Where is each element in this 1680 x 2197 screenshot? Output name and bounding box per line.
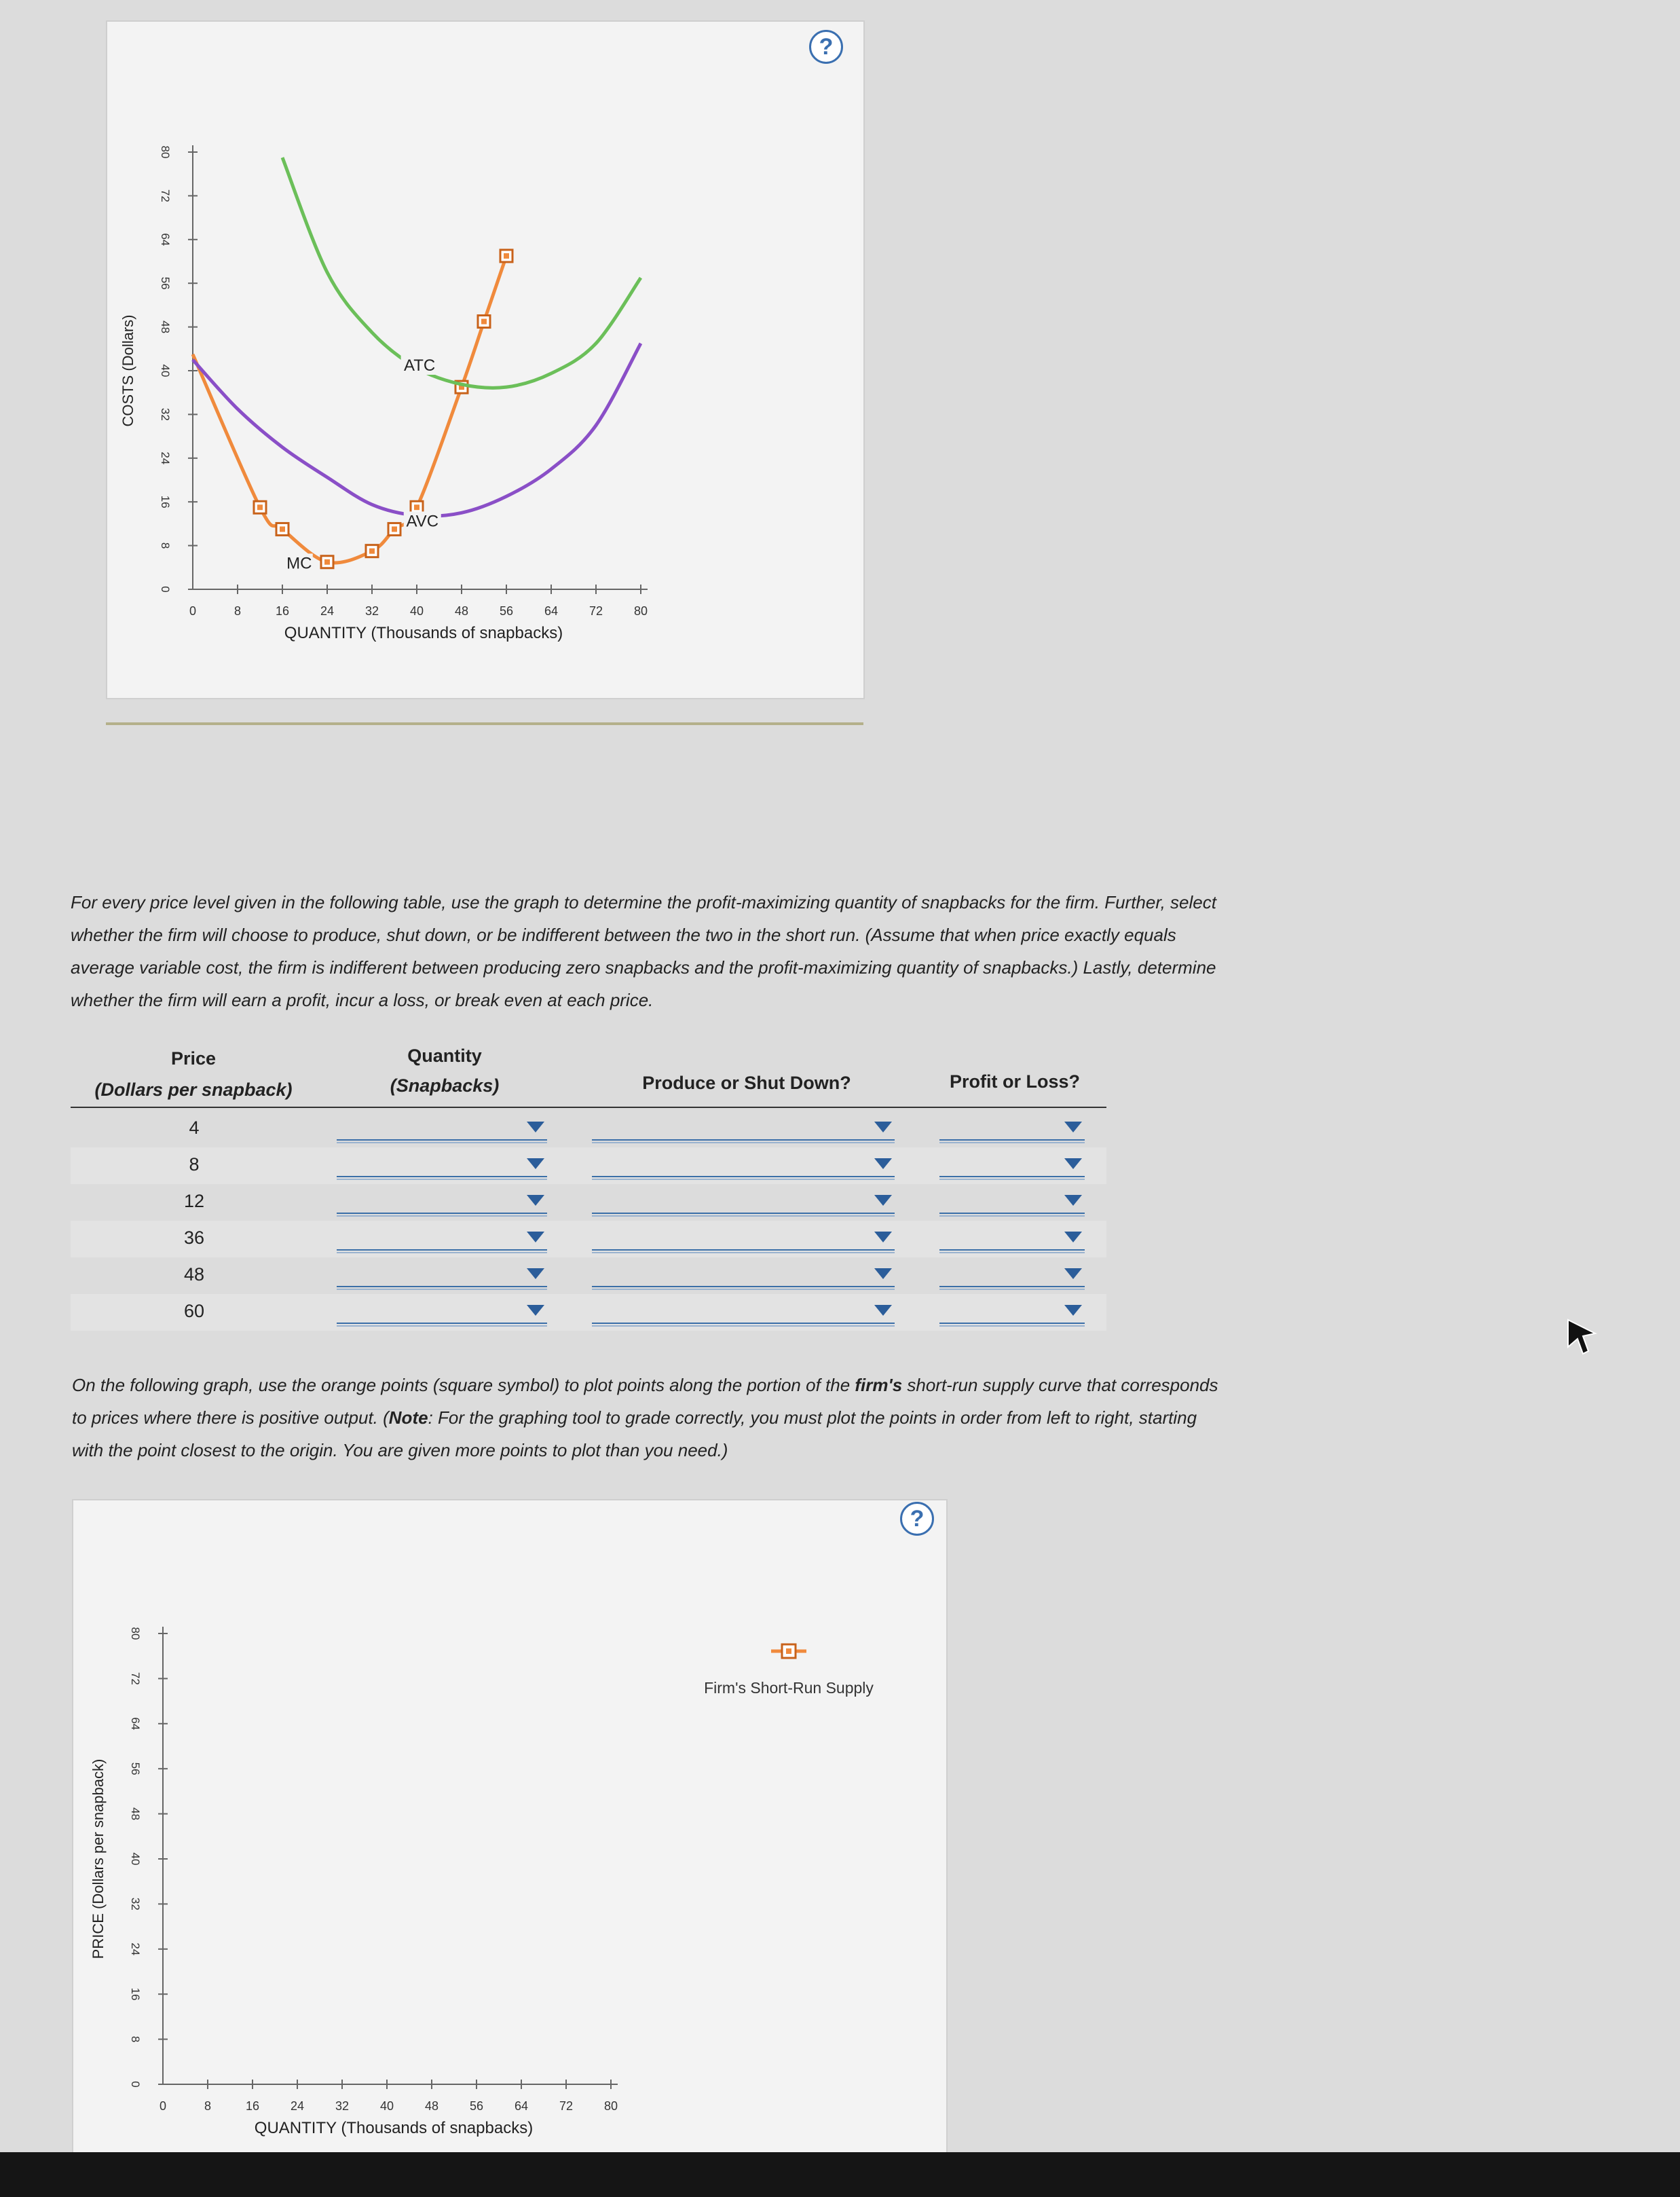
price-header-1: Price: [170, 1048, 217, 1069]
profit-dropdown[interactable]: [939, 1187, 1085, 1217]
quantity-dropdown[interactable]: [337, 1150, 547, 1180]
y-tick-label: 40: [159, 364, 172, 377]
instructions2-line-2: to prices where there is positive output. (Note: For the graphing tool to grade correctly, you must plot the points in order from left to right, starting: [72, 1407, 1197, 1428]
dropdown-underline-2: [592, 1142, 895, 1143]
help-icon[interactable]: ?: [900, 1502, 934, 1536]
produce-dropdown[interactable]: [592, 1187, 895, 1217]
x-tick-label: 72: [589, 604, 603, 618]
y-tick-label: 40: [129, 1852, 142, 1866]
chevron-down-icon[interactable]: [874, 1232, 892, 1242]
profit-dropdown[interactable]: [939, 1223, 1085, 1253]
x-tick-label: 56: [499, 604, 514, 618]
dropdown-underline-2: [592, 1289, 895, 1290]
help-icon[interactable]: ?: [809, 30, 843, 64]
produce-dropdown[interactable]: [592, 1113, 895, 1143]
mc-label: MC: [286, 554, 312, 573]
section-divider: [106, 722, 863, 725]
dropdown-underline-2: [592, 1252, 895, 1253]
quantity-header-2: (Snapbacks): [390, 1075, 500, 1096]
dropdown-underline: [939, 1176, 1085, 1177]
quantity-dropdown[interactable]: [337, 1297, 547, 1327]
dropdown-underline-2: [939, 1179, 1085, 1180]
y-tick-label: 56: [159, 276, 172, 290]
chevron-down-icon[interactable]: [874, 1122, 892, 1132]
mc-point-fill: [504, 253, 509, 259]
dropdown-underline: [939, 1249, 1085, 1251]
produce-dropdown[interactable]: [592, 1297, 895, 1327]
y-tick-label: 24: [159, 451, 172, 465]
dropdown-underline-2: [337, 1325, 547, 1327]
chevron-down-icon[interactable]: [874, 1305, 892, 1316]
x-tick-label: 80: [603, 2099, 618, 2113]
produce-dropdown[interactable]: [592, 1260, 895, 1290]
mc-point-fill: [392, 526, 397, 532]
y-tick-label: 80: [129, 1627, 142, 1640]
dropdown-underline-2: [337, 1215, 547, 1217]
price-cell: 12: [183, 1191, 205, 1211]
instructions-line-1: For every price level given in the following table, use the graph to determine the profit-maximizing quantity of snapbacks for the firm. Further, select: [71, 892, 1216, 912]
chevron-down-icon[interactable]: [874, 1268, 892, 1279]
y-tick-label: 8: [129, 2035, 142, 2043]
cost-graph-panel: [106, 20, 865, 699]
produce-dropdown[interactable]: [592, 1223, 895, 1253]
dropdown-underline-2: [337, 1252, 547, 1253]
dropdown-underline: [592, 1249, 895, 1251]
y-tick-label: 16: [159, 495, 172, 509]
dropdown-underline: [337, 1286, 547, 1287]
dropdown-underline: [337, 1249, 547, 1251]
dropdown-underline-2: [939, 1215, 1085, 1217]
x-tick-label: 16: [245, 2099, 260, 2113]
instructions-line-4: whether the firm will earn a profit, incur a loss, or break even at each price.: [71, 990, 654, 1010]
dropdown-underline: [939, 1139, 1085, 1141]
dropdown-underline-2: [592, 1325, 895, 1327]
x-tick-label: 0: [189, 604, 197, 618]
chevron-down-icon[interactable]: [527, 1305, 544, 1316]
chevron-down-icon[interactable]: [874, 1158, 892, 1169]
y-axis-label: PRICE (Dollars per snapback): [90, 1758, 107, 1959]
supply-graph-panel: [72, 1499, 948, 2154]
legend-square-fill: [786, 1648, 791, 1654]
dropdown-underline: [592, 1286, 895, 1287]
produce-dropdown[interactable]: [592, 1150, 895, 1180]
chevron-down-icon[interactable]: [527, 1195, 544, 1206]
mc-point-fill: [257, 504, 263, 510]
dropdown-underline: [939, 1213, 1085, 1214]
dropdown-underline: [337, 1323, 547, 1324]
mc-point-fill: [324, 559, 330, 565]
instructions2-line-1: On the following graph, use the orange points (square symbol) to plot points along the portion of the firm's short-run supply curve that corresponds: [72, 1375, 1218, 1395]
dropdown-underline: [592, 1176, 895, 1177]
profit-header: Profit or Loss?: [949, 1071, 1080, 1092]
chevron-down-icon[interactable]: [1064, 1268, 1082, 1279]
dropdown-underline-2: [939, 1252, 1085, 1253]
x-tick-label: 32: [335, 2099, 350, 2113]
mc-point-fill: [369, 549, 375, 554]
x-axis-label: QUANTITY (Thousands of snapbacks): [254, 2119, 534, 2137]
mc-point-fill: [280, 526, 285, 532]
dropdown-underline-2: [337, 1142, 547, 1143]
chevron-down-icon[interactable]: [527, 1268, 544, 1279]
y-tick-label: 64: [129, 1717, 142, 1731]
x-tick-label: 8: [234, 604, 242, 618]
y-tick-label: 32: [159, 407, 172, 421]
mc-point-fill: [481, 319, 487, 325]
quantity-dropdown[interactable]: [337, 1260, 547, 1290]
y-tick-label: 48: [129, 1807, 142, 1821]
y-tick-label: 32: [129, 1897, 142, 1910]
y-tick-label: 72: [129, 1672, 142, 1685]
price-cell: 48: [183, 1264, 205, 1285]
instructions-line-2: whether the firm will choose to produce, shut down, or be indifferent between the two in the short run. (Assume that when price exactly equals: [71, 925, 1176, 945]
price-cell: 36: [183, 1227, 205, 1248]
chevron-down-icon[interactable]: [527, 1232, 544, 1242]
x-tick-label: 48: [424, 2099, 439, 2113]
instructions-line-3: average variable cost, the firm is indifferent between producing zero snapbacks and the profit-maximizing quantity of snapbacks.) Lastly, determine: [71, 957, 1216, 978]
quantity-header-1: Quantity: [407, 1046, 482, 1066]
instructions-table: [71, 886, 1360, 1016]
price-cell: 8: [189, 1154, 200, 1175]
dropdown-underline-2: [939, 1325, 1085, 1327]
y-tick-label: 48: [159, 320, 172, 334]
instructions2-line-3: with the point closest to the origin. You are given more points to plot than you need.): [72, 1440, 728, 1460]
chevron-down-icon[interactable]: [1064, 1195, 1082, 1206]
table-header-rule: [71, 1107, 1106, 1108]
price-cell: 60: [183, 1301, 205, 1321]
chevron-down-icon[interactable]: [527, 1122, 544, 1132]
dropdown-underline: [337, 1176, 547, 1177]
x-tick-label: 64: [544, 604, 559, 618]
dropdown-underline-2: [337, 1179, 547, 1180]
x-tick-label: 24: [290, 2099, 305, 2113]
supply-chart[interactable]: [73, 1500, 946, 2152]
chevron-down-icon[interactable]: [1064, 1305, 1082, 1316]
dropdown-underline-2: [592, 1179, 895, 1180]
chevron-down-icon[interactable]: [1064, 1122, 1082, 1132]
dropdown-underline: [939, 1286, 1085, 1287]
y-tick-label: 16: [129, 1987, 142, 2001]
chevron-down-icon[interactable]: [1064, 1158, 1082, 1169]
x-tick-label: 16: [275, 604, 290, 618]
dropdown-underline: [337, 1139, 547, 1141]
x-tick-label: 24: [320, 604, 335, 618]
x-tick-label: 40: [409, 604, 424, 618]
dropdown-underline-2: [939, 1289, 1085, 1290]
chevron-down-icon[interactable]: [1064, 1232, 1082, 1242]
price-header-2: (Dollars per snapback): [94, 1079, 293, 1100]
x-tick-label: 80: [633, 604, 648, 618]
quantity-dropdown[interactable]: [337, 1187, 547, 1217]
x-tick-label: 64: [514, 2099, 529, 2113]
legend-label: Firm's Short-Run Supply: [704, 1679, 874, 1697]
dropdown-underline: [592, 1213, 895, 1214]
screen-bezel: [0, 2152, 1680, 2197]
quantity-dropdown[interactable]: [337, 1223, 547, 1253]
x-tick-label: 48: [454, 604, 469, 618]
y-axis-label: COSTS (Dollars): [119, 314, 136, 427]
dropdown-underline-2: [939, 1142, 1085, 1143]
y-tick-label: 0: [159, 586, 172, 593]
cost-curves-chart: [107, 22, 863, 698]
dropdown-underline-2: [337, 1289, 547, 1290]
y-tick-label: 72: [159, 189, 172, 202]
x-tick-label: 8: [204, 2099, 212, 2113]
x-tick-label: 72: [559, 2099, 574, 2113]
mc-point-fill: [414, 504, 419, 510]
y-tick-label: 64: [159, 233, 172, 246]
atc-curve: [282, 158, 641, 388]
x-tick-label: 40: [379, 2099, 394, 2113]
dropdown-underline: [337, 1213, 547, 1214]
price-cell: 4: [189, 1118, 200, 1138]
y-tick-label: 56: [129, 1762, 142, 1775]
y-tick-label: 0: [129, 2081, 142, 2088]
dropdown-underline: [592, 1323, 895, 1324]
chevron-down-icon[interactable]: [874, 1195, 892, 1206]
profit-dropdown[interactable]: [939, 1260, 1085, 1290]
y-tick-label: 8: [159, 542, 172, 549]
dropdown-underline: [939, 1323, 1085, 1324]
y-tick-label: 80: [159, 145, 172, 159]
mouse-cursor-icon: [1561, 1317, 1602, 1358]
atc-label: ATC: [404, 356, 436, 375]
quantity-dropdown[interactable]: [337, 1113, 547, 1143]
instructions-graph: [72, 1369, 1362, 1466]
x-axis-label: QUANTITY (Thousands of snapbacks): [284, 624, 563, 642]
profit-dropdown[interactable]: [939, 1113, 1085, 1143]
produce-header: Produce or Shut Down?: [642, 1073, 851, 1093]
dropdown-underline-2: [592, 1215, 895, 1217]
profit-dropdown[interactable]: [939, 1297, 1085, 1327]
dropdown-underline: [592, 1139, 895, 1141]
profit-dropdown[interactable]: [939, 1150, 1085, 1180]
x-tick-label: 56: [469, 2099, 484, 2113]
x-tick-label: 32: [365, 604, 379, 618]
y-tick-label: 24: [129, 1942, 142, 1956]
chevron-down-icon[interactable]: [527, 1158, 544, 1169]
avc-label: AVC: [406, 512, 439, 531]
x-tick-label: 0: [159, 2099, 167, 2113]
